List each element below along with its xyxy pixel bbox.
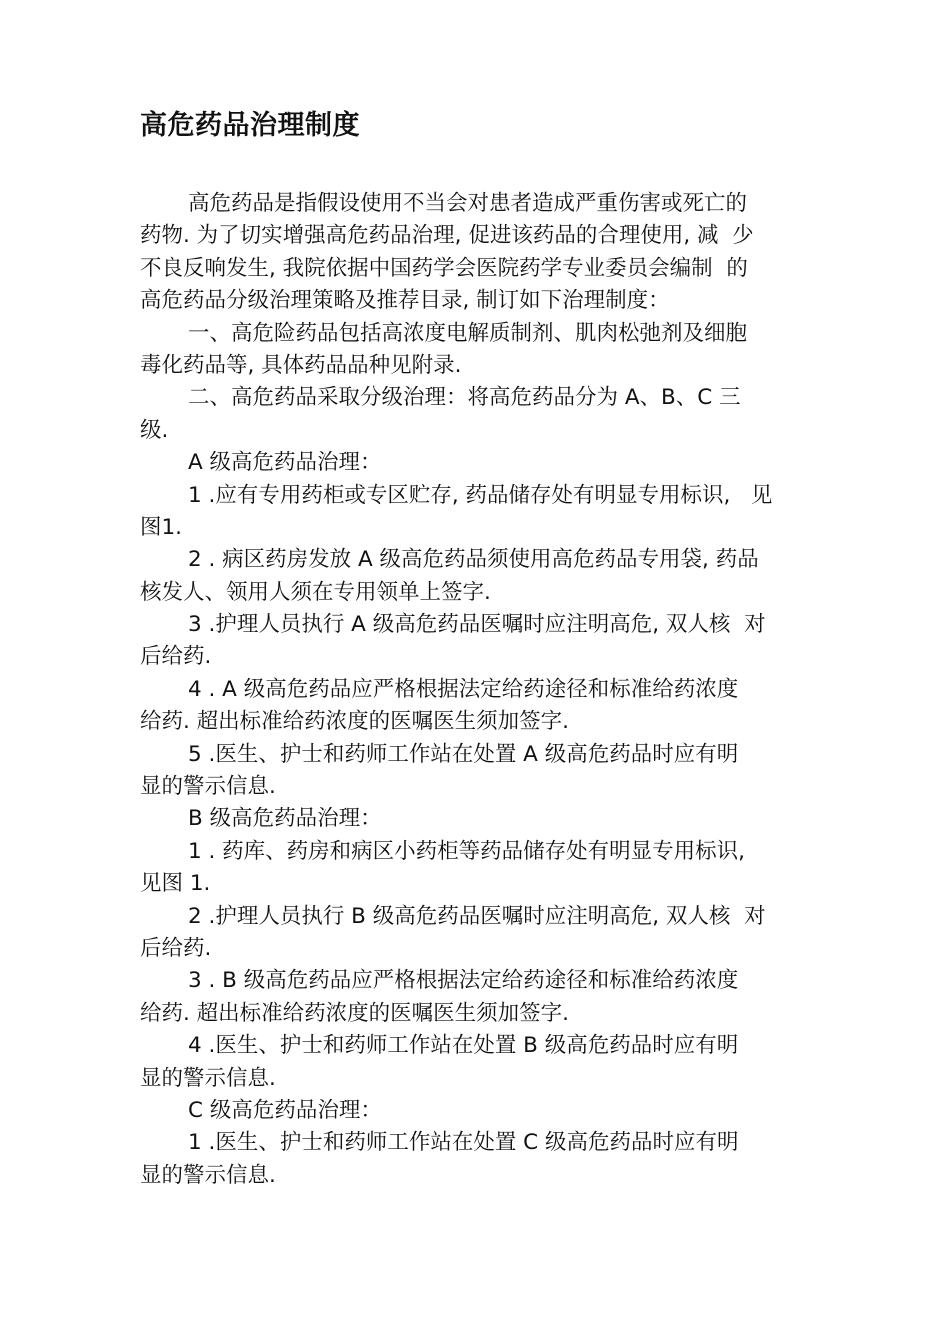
paragraph-line: 3 .护理人员执行 A 级高危药品医嘱时应注明高危, 双人核 对 (188, 612, 766, 638)
document-body (140, 188, 820, 1192)
paragraph-line: 级. (140, 417, 169, 443)
paragraph-line: 显的警示信息. (140, 774, 276, 800)
paragraph-line: 2 . 病区药房发放 A 级高危药品须使用高危药品专用袋, 药品 (188, 547, 759, 573)
paragraph-line: 图1. (140, 514, 183, 540)
paragraph-line: 显的警示信息. (140, 1162, 276, 1188)
section-heading: B 级高危药品治理： (188, 806, 382, 832)
paragraph-line: 给药. 超出标准给药浓度的医嘱医生须加签字. (140, 1000, 570, 1026)
paragraph-line: 不良反响发生, 我院依据中国药学会医院药学专业委员会编制 的 (140, 255, 748, 281)
paragraph-line: 后给药. (140, 935, 212, 961)
document-title: 高危药品治理制度 (140, 110, 360, 141)
paragraph-line: 一、高危险药品包括高浓度电解质制剂、肌肉松弛剂及细胞 (188, 320, 748, 346)
section-heading: C 级高危药品治理： (188, 1097, 382, 1123)
paragraph-line: 1 .应有专用药柜或专区贮存, 药品储存处有明显专用标识, 见 (188, 482, 773, 508)
paragraph-line: 5 .医生、护士和药师工作站在处置 A 级高危药品时应有明 (188, 741, 739, 767)
paragraph-line: 高危药品分级治理策略及推荐目录, 制订如下治理制度： (140, 288, 670, 314)
paragraph-line: 核发人、领用人须在专用领单上签字. (140, 579, 491, 605)
section-heading: A 级高危药品治理： (188, 450, 382, 476)
paragraph-line: 毒化药品等, 具体药品品种见附录. (140, 352, 462, 378)
paragraph-line: 1 .医生、护士和药师工作站在处置 C 级高危药品时应有明 (188, 1130, 739, 1156)
paragraph-line: 药物. 为了切实增强高危药品治理, 促进该药品的合理使用, 减 少 (140, 223, 754, 249)
paragraph-line: 二、高危药品采取分级治理：将高危药品分为 A、B、C 三 (188, 385, 741, 411)
paragraph-line: 2 .护理人员执行 B 级高危药品医嘱时应注明高危, 双人核 对 (188, 903, 766, 929)
paragraph-line: 见图 1. (140, 871, 211, 897)
paragraph-line: 1 . 药库、药房和病区小药柜等药品储存处有明显专用标识, (188, 838, 746, 864)
paragraph-line: 显的警示信息. (140, 1065, 276, 1091)
paragraph-line: 4 .医生、护士和药师工作站在处置 B 级高危药品时应有明 (188, 1033, 739, 1059)
paragraph-line: 后给药. (140, 644, 212, 670)
paragraph-line: 给药. 超出标准给药浓度的医嘱医生须加签字. (140, 709, 570, 735)
paragraph-line: 高危药品是指假设使用不当会对患者造成严重伤害或死亡的 (188, 191, 748, 216)
paragraph-line: 4 . A 级高危药品应严格根据法定给药途径和标准给药浓度 (188, 676, 739, 702)
paragraph-line: 3 . B 级高危药品应严格根据法定给药途径和标准给药浓度 (188, 968, 739, 994)
